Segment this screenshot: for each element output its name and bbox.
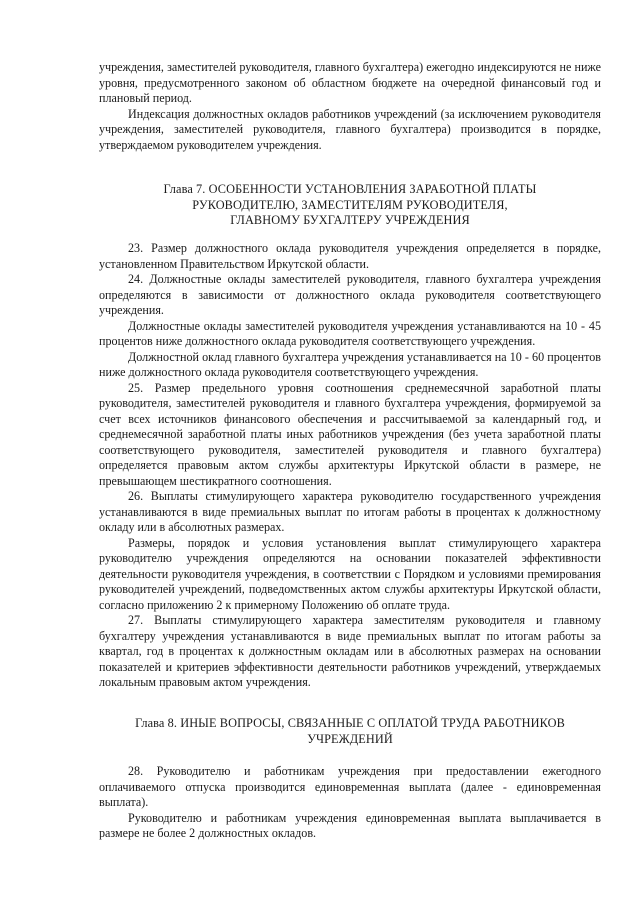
paragraph-23: 23. Размер должностного оклада руководителя учреждения определяется в порядке, установленном Правительством Иркутской области. [99, 241, 601, 271]
chapter-7-body [99, 241, 601, 691]
paragraph-intro-continuation: учреждения, заместителей руководителя, главного бухгалтера) ежегодно индексируются не ниже уровня, предусмотренного законом об областном бюджете на очередной финансовый год и плановый период. [99, 60, 601, 105]
paragraph-indexation: Индексация должностных окладов работников учреждений (за исключением руководителя учреждения, заместителей руководителя, главного бухгалтера) производится в порядке, утверждаемом руководителем учреждения. [99, 106, 601, 152]
paragraph-24-deputies: Должностные оклады заместителей руководителя учреждения устанавливаются на 10 - 45 процентов ниже должностного оклада руководителя соответствующего учреждения. [99, 318, 601, 348]
paragraph-26-conditions: Размеры, порядок и условия установления выплат стимулирующего характера руководителю учреждения определяются на основании показателей эффективности деятельности руководителя учреждения, в соответствии с Порядком и условиями премирования руководителей учреждений, подведомственных актом службы архитектуры Иркутской области, согласно приложению 2 к примерному Положению об оплате труда. [99, 535, 601, 612]
paragraph-28-amount: Руководителю и работникам учреждения единовременная выплата выплачивается в размере не более 2 должностных окладов. [99, 810, 601, 840]
paragraph-27: 27. Выплаты стимулирующего характера заместителям руководителя и главному бухгалтеру учреждения устанавливаются в виде премиальных выплат по итогам работы за квартал, год в процентах к должностным окладам или в абсолютных размерах на основании показателей и критериев эффективности деятельности работников учреждений, утверждаемых локальным правовым актом учреждения. [99, 613, 601, 689]
chapter-8-body [99, 764, 601, 842]
paragraph-26: 26. Выплаты стимулирующего характера руководителю государственного учреждения устанавливаются в виде премиальных выплат по итогам работы в процентах к должностному окладу или в абсолютных размерах. [99, 489, 601, 534]
intro-section [99, 60, 601, 153]
chapter-8-heading [99, 716, 601, 747]
paragraph-24: 24. Должностные оклады заместителей руководителя, главного бухгалтера учреждения определяются в зависимости от должностного оклада руководителя соответствующего учреждения. [99, 272, 601, 317]
paragraph-24-chief-accountant: Должностной оклад главного бухгалтера учреждения устанавливается на 10 - 60 процентов ниже должностного оклада руководителя соответствующего учреждения. [99, 349, 601, 379]
chapter-7-heading-line3: ГЛАВНОМУ БУХГАЛТЕРУ УЧРЕЖДЕНИЯ [230, 213, 470, 227]
chapter-8-heading-line1: Глава 8. ИНЫЕ ВОПРОСЫ, СВЯЗАННЫЕ С ОПЛАТОЙ ТРУДА РАБОТНИКОВ [135, 716, 565, 730]
chapter-7-heading-line1: Глава 7. ОСОБЕННОСТИ УСТАНОВЛЕНИЯ ЗАРАБОТНОЙ ПЛАТЫ [163, 182, 537, 196]
chapter-7-heading [99, 182, 601, 229]
chapter-7-heading-line2: РУКОВОДИТЕЛЮ, ЗАМЕСТИТЕЛЯМ РУКОВОДИТЕЛЯ, [192, 197, 508, 212]
paragraph-25: 25. Размер предельного уровня соотношения среднемесячной заработной платы руководителя, заместителей руководителя и главного бухгалтера учреждения, формируемой за счет всех источников финансового обеспечения и рассчитываемой за календарный год, и среднемесячной заработной платы иных работников учреждения (без учета заработной платы соответствующего руководителя, заместителей руководителя и главного бухгалтера) определяется правовым актом службы архитектуры Иркутской области в размере, не превышающем шестикратного соотношения. [99, 380, 601, 488]
paragraph-28: 28. Руководителю и работникам учреждения при предоставлении ежегодного оплачиваемого отпуска производится единовременная выплата (далее - единовременная выплата). [99, 764, 601, 809]
chapter-8-heading-line2: УЧРЕЖДЕНИЙ [307, 731, 393, 746]
